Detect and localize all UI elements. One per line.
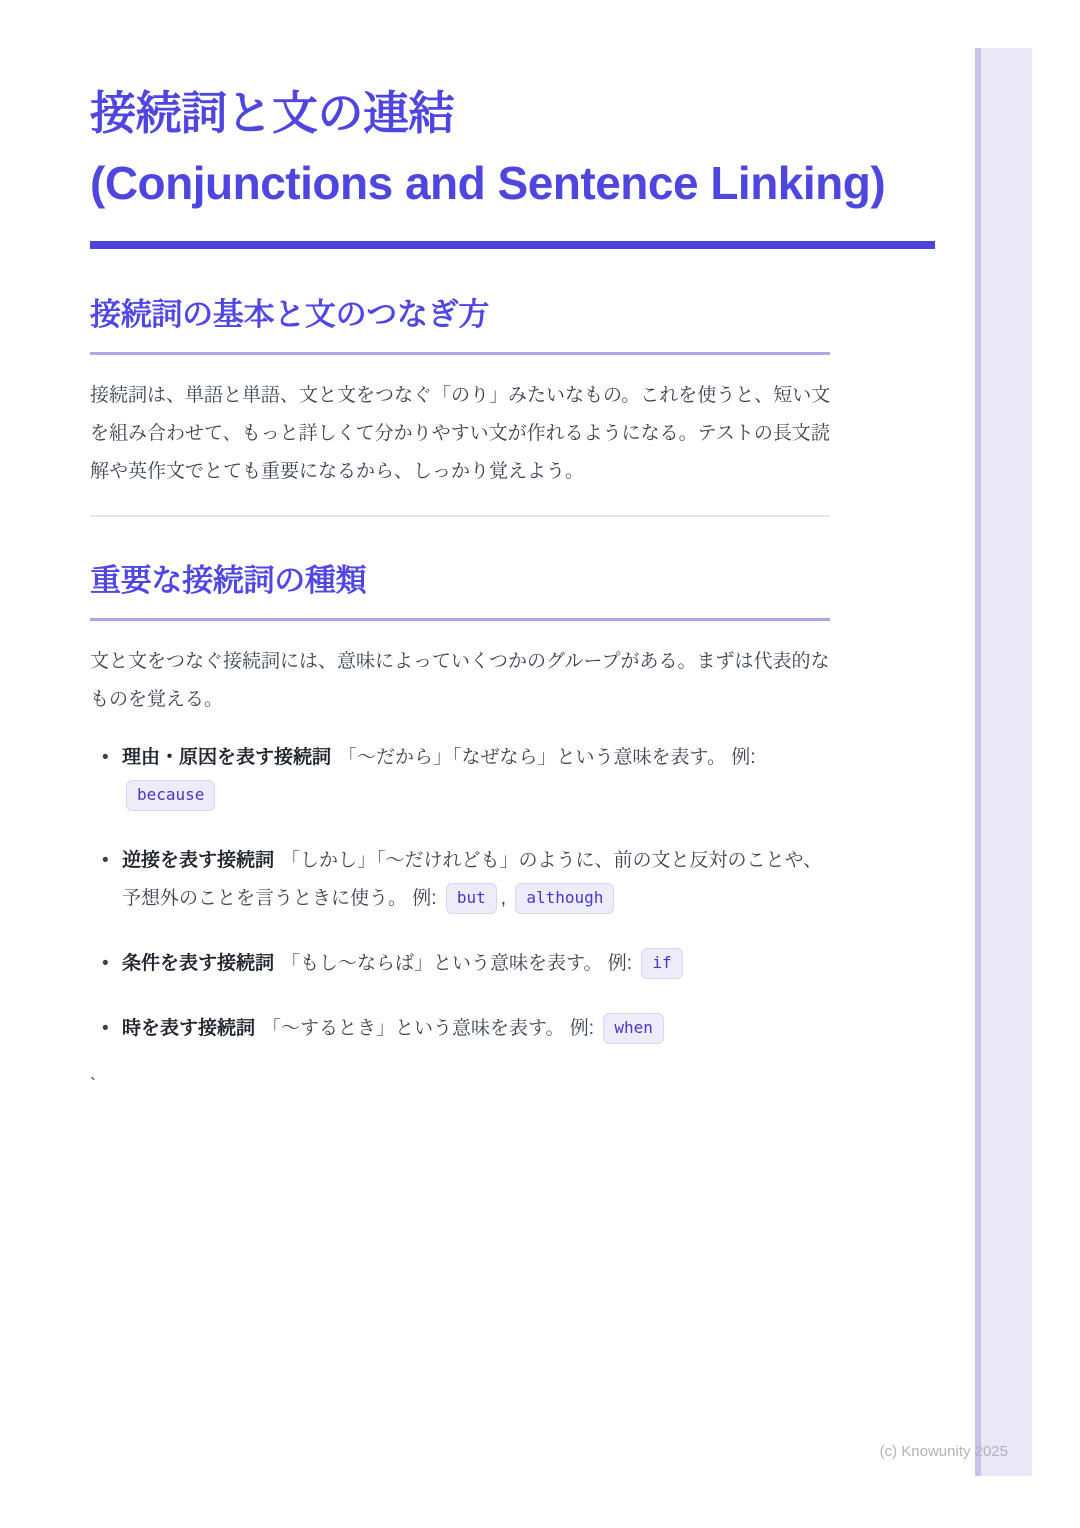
section-heading: 重要な接続詞の種類 bbox=[90, 563, 367, 598]
conjunction-type-list bbox=[90, 739, 835, 1048]
list-item-body bbox=[122, 945, 835, 983]
list-item-reason bbox=[90, 739, 835, 815]
code-badge: if bbox=[641, 948, 682, 979]
bullet-term: 逆接を表す接続詞 bbox=[122, 850, 275, 871]
bullet-term: 理由・原因を表す接続詞 bbox=[122, 747, 332, 768]
bullet-icon: • bbox=[102, 850, 109, 871]
bullet-desc: 「〜だから」「なぜなら」という意味を表す。 例: bbox=[338, 747, 756, 768]
list-item-body bbox=[122, 739, 835, 815]
page-title-japanese: 接続詞と文の連結 bbox=[90, 87, 454, 139]
section-heading: 接続詞の基本と文のつなぎ方 bbox=[90, 297, 490, 332]
list-item-time bbox=[90, 1010, 835, 1048]
bullet-desc: 「もし〜ならば」という意味を表す。 例: bbox=[281, 953, 633, 974]
list-item-body bbox=[122, 842, 835, 918]
code-badge: when bbox=[603, 1013, 664, 1044]
page-title bbox=[90, 78, 935, 218]
code-badge: because bbox=[126, 780, 215, 811]
bullet-icon: • bbox=[102, 747, 109, 768]
section-paragraph: 文と文をつなぐ接続詞には、意味によっていくつかのグループがある。まずは代表的なものを覚える。 bbox=[90, 651, 830, 710]
code-badge: but bbox=[446, 883, 497, 914]
section-basics bbox=[90, 295, 935, 517]
code-separator: , bbox=[500, 888, 507, 909]
section-heading-underline bbox=[90, 352, 830, 355]
list-item-contrast bbox=[90, 842, 835, 918]
bullet-icon: • bbox=[102, 1018, 109, 1039]
section-divider bbox=[90, 515, 830, 517]
page-edge-panel bbox=[975, 48, 1032, 1476]
bullet-term: 条件を表す接続詞 bbox=[122, 953, 275, 974]
list-item-condition bbox=[90, 945, 835, 983]
section-conjunction-types bbox=[90, 561, 935, 1096]
section-heading-underline bbox=[90, 618, 830, 621]
bullet-desc: 「〜するとき」という意味を表す。 例: bbox=[262, 1018, 595, 1039]
bullet-desc: 「しかし」「〜だけれども」のように、前の文と反対のことや、予想外のことを言うときに使う。 例: bbox=[122, 850, 823, 909]
bullet-term: 時を表す接続詞 bbox=[122, 1018, 256, 1039]
page-title-english: (Conjunctions and Sentence Linking) bbox=[90, 157, 886, 209]
bullet-icon: • bbox=[102, 953, 109, 974]
list-item-body bbox=[122, 1010, 835, 1048]
title-rule bbox=[90, 241, 935, 249]
code-badge: although bbox=[515, 883, 614, 914]
section-paragraph: 接続詞は、単語と単語、文と文をつなぐ「のり」みたいなもの。これを使うと、短い文を組み合わせて、もっと詳しくて分かりやすい文が作れるようになる。テストの長文読解や英作文でとても重要になるから、しっかり覚えよう。 bbox=[90, 385, 831, 482]
document-content bbox=[90, 0, 935, 1096]
stray-backtick: ` bbox=[90, 1075, 96, 1095]
copyright-notice: (c) Knowunity 2025 bbox=[879, 1443, 1008, 1460]
